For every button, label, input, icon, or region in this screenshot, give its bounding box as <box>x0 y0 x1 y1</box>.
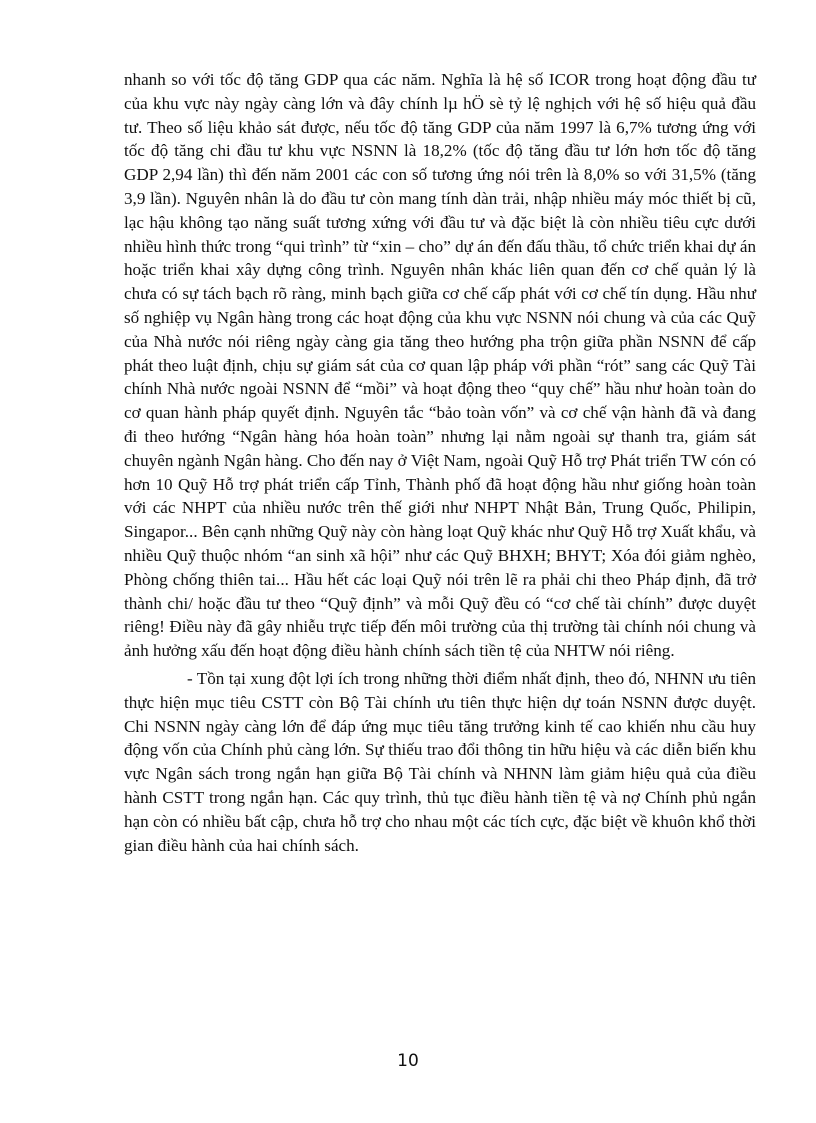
paragraph-conflict-of-interest: - Tồn tại xung đột lợi ích trong những thời điểm nhất định, theo đó, NHNN ưu tiên thực hiện mục tiêu CSTT còn Bộ Tài chính ưu tiên thực hiện dự toán NSNN được duyệt. Chi NSNN ngày càng lớn để đáp ứng mục tiêu tăng trưởng kinh tế cao khiến nhu cầu huy động vốn của Chính phủ càng lớn. Sự thiếu trao đổi thông tin hữu hiệu và các diễn biến khu vực Ngân sách trong ngắn hạn giữa Bộ Tài chính và NHNN làm giảm hiệu quả của điều hành CSTT trong ngắn hạn. Các quy trình, thủ tục điều hành tiền tệ và nợ Chính phủ ngắn hạn còn có nhiều bất cập, chưa hỗ trợ cho nhau một các tích cực, đặc biệt về khuôn khổ thời gian điều hành của hai chính sách. <box>124 668 756 855</box>
paragraph-investment-efficiency: nhanh so với tốc độ tăng GDP qua các năm. Nghĩa là hệ số ICOR trong hoạt động đầu tư của khu vực này ngày càng lớn và đây chính lµ hÖ sè tỷ lệ nghịch với hệ số hiệu quả đầu tư. Theo số liệu khảo sát được, nếu tốc độ tăng GDP của năm 1997 là 6,7% tương ứng với tốc độ tăng chi đầu tư khu vực NSNN là 18,2% (tốc độ tăng đầu tư lớn hơn tốc độ tăng GDP 2,94 lần) thì đến năm 2001 các con số tương ứng nói trên là 8,0% so với 31,5% (tăng 3,9 lần). Nguyên nhân là do đầu tư còn mang tính dàn trải, nhập nhiều máy móc thiết bị cũ, lạc hậu không tạo năng suất tương xứng với đầu tư và đặc biệt là còn nhiều tiêu cực dưới nhiều hình thức trong “qui trình” từ “xin – cho” dự án đến đấu thầu, tổ chức triển khai dự án hoặc triển khai xây dựng công trình. Nguyên nhân khác liên quan đến cơ chế quản lý là chưa có sự tách bạch rõ ràng, minh bạch giữa cơ chế cấp phát với cơ chế tín dụng. Hầu như số nghiệp vụ Ngân hàng trong các hoạt động của khu vực NSNN nói chung và của các Quỹ của Nhà nước nói riêng ngày càng gia tăng theo hướng pha trộn giữa phần NSNN để cấp phát theo luật định, chịu sự giám sát của cơ quan lập pháp với phần “rót” sang các Quỹ Tài chính Nhà nước ngoài NSNN để “mồi” và hoạt động theo “quy chế” hầu như hoàn toàn do cơ quan hành pháp quyết định. Nguyên tắc “bảo toàn vốn” và cơ chế vận hành đã và đang đi theo hướng “Ngân hàng hóa hoàn toàn” nhưng lại nằm ngoài sự thanh tra, giám sát chuyên ngành Ngân hàng. Cho đến nay ở Việt Nam, ngoài Quỹ Hỗ trợ Phát triển TW cón có hơn 10 Quỹ Hỗ trợ phát triển cấp Tỉnh, Thành phố đã hoạt động hầu như giống hoàn toàn với các NHPT của nhiều nước trên thế giới như NHPT Nhật Bản, Trung Quốc, Philipin, Singapor... Bên cạnh những Quỹ này còn hàng loạt Quỹ khác như Quỹ Hỗ trợ Xuất khẩu, và nhiều Quỹ thuộc nhóm “an sinh xã hội” như các Quỹ BHXH; BHYT; Xóa đói giảm nghèo, Phòng chống thiên tai... Hầu hết các loại Quỹ nói trên lẽ ra phải chi theo Pháp định, đã trở thành chi/ hoặc đầu tư theo “Quỹ định” và mỗi Quỹ đều có “cơ chế tài chính” được duyệt riêng! Điều này đã gây nhiễu trực tiếp đến môi trường của thị trường tài chính nói chung và ảnh hưởng xấu đến hoạt động điều hành chính sách tiền tệ của NHTW nói riêng. <box>124 70 756 661</box>
document-body <box>124 68 756 857</box>
page-number: 10 <box>397 1051 419 1071</box>
